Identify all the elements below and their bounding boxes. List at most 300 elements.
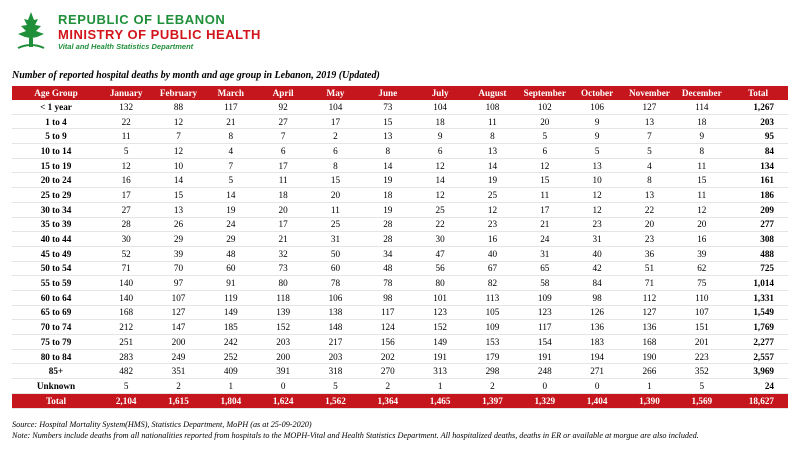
month-value-cell: 19 [383, 175, 393, 186]
month-value-cell: 200 [171, 336, 186, 347]
month-value-cell: 56 [435, 263, 445, 274]
cedar-tree-logo-icon [12, 8, 50, 52]
month-value-cell: 153 [485, 336, 500, 347]
data-note: Note: Numbers include deaths from all nationalities reported from hospitals to the MOPH-Vital and Health Statistics Department. All hospitalized deaths, deaths in ER or available at morgue are also included. [12, 431, 699, 441]
month-value-cell: 48 [383, 263, 393, 274]
row-total-cell: 134 [760, 160, 774, 171]
month-value-cell: 117 [538, 322, 552, 333]
table-row [12, 217, 788, 232]
month-value-cell: 283 [119, 351, 134, 362]
month-value-cell: 20 [540, 116, 550, 127]
month-value-cell: 31 [540, 248, 550, 259]
month-value-cell: 12 [435, 160, 445, 171]
month-value-cell: 16 [487, 234, 498, 245]
month-value-cell: 8 [647, 175, 652, 186]
month-value-cell: 14 [487, 160, 498, 171]
row-total-cell: 1,014 [753, 278, 774, 289]
month-total-cell: 1,364 [362, 393, 414, 408]
ministry-name: MINISTRY OF PUBLIC HEALTH [58, 27, 261, 42]
month-value-cell: 9 [594, 116, 600, 127]
month-value-cell: 7 [228, 160, 234, 171]
month-value-cell: 5 [123, 380, 129, 391]
row-total-cell: 488 [760, 248, 774, 259]
month-value-cell: 28 [121, 219, 131, 230]
month-value-cell: 11 [331, 204, 340, 215]
month-value-cell: 102 [537, 101, 552, 112]
month-value-cell: 17 [540, 204, 550, 215]
month-value-cell: 19 [383, 204, 393, 215]
total-label-cell: Total [12, 393, 100, 408]
row-total-cell: 209 [760, 204, 774, 215]
month-value-cell: 138 [328, 307, 343, 318]
month-value-cell: 104 [433, 101, 448, 112]
age-group-cell: 50 to 54 [40, 263, 72, 274]
month-value-cell: 28 [383, 219, 393, 230]
month-value-cell: 80 [278, 278, 288, 289]
month-value-cell: 21 [540, 219, 550, 230]
month-total-cell: 1,569 [676, 393, 728, 408]
month-value-cell: 22 [435, 219, 445, 230]
month-value-cell: 6 [542, 145, 548, 156]
month-value-cell: 179 [485, 351, 500, 362]
month-value-cell: 39 [173, 248, 184, 259]
month-value-cell: 18 [278, 189, 288, 200]
month-value-cell: 17 [278, 219, 288, 230]
age-group-cell: 75 to 79 [40, 336, 72, 347]
row-total-cell: 2,557 [753, 351, 774, 362]
row-total-cell: 725 [760, 263, 774, 274]
month-value-cell: 24 [226, 219, 236, 230]
month-total-cell: 1,615 [152, 393, 204, 408]
table-row [12, 100, 788, 114]
month-value-cell: 251 [119, 336, 134, 347]
month-value-cell: 242 [223, 336, 238, 347]
month-value-cell: 58 [540, 278, 550, 289]
month-value-cell: 147 [171, 322, 186, 333]
table-row [12, 114, 788, 129]
table-row [12, 379, 788, 394]
month-value-cell: 106 [590, 101, 604, 112]
month-total-cell: 1,390 [623, 393, 675, 408]
month-value-cell: 42 [592, 263, 602, 274]
month-total-cell: 1,804 [205, 393, 257, 408]
row-total-cell: 3,969 [753, 366, 774, 377]
month-value-cell: 12 [697, 204, 707, 215]
column-header: March [205, 86, 257, 100]
month-value-cell: 8 [333, 160, 338, 171]
month-value-cell: 47 [435, 248, 445, 259]
month-value-cell: 16 [697, 234, 707, 245]
month-value-cell: 40 [487, 248, 498, 259]
month-value-cell: 20 [330, 189, 341, 200]
total-row [12, 393, 788, 408]
table-row [12, 305, 788, 320]
month-value-cell: 18 [383, 189, 393, 200]
table-header-row [12, 86, 788, 100]
month-value-cell: 266 [642, 366, 657, 377]
column-header: April [257, 86, 309, 100]
month-value-cell: 78 [330, 278, 341, 289]
month-value-cell: 13 [644, 189, 655, 200]
month-value-cell: 126 [590, 307, 604, 318]
age-group-cell: 20 to 24 [40, 175, 72, 186]
column-header: Age Group [12, 86, 100, 100]
month-value-cell: 11 [278, 175, 288, 186]
month-value-cell: 152 [276, 322, 291, 333]
month-value-cell: 117 [381, 307, 395, 318]
country-name: REPUBLIC OF LEBANON [58, 12, 226, 27]
month-value-cell: 12 [540, 160, 550, 171]
source-note: Source: Hospital Mortality System(HMS), Statistics Department, MoPH (as at 25-09-2020) [12, 420, 312, 429]
table-row [12, 364, 788, 379]
month-value-cell: 4 [228, 145, 234, 156]
month-value-cell: 11 [540, 189, 550, 200]
month-value-cell: 123 [433, 307, 448, 318]
month-value-cell: 75 [697, 278, 707, 289]
month-value-cell: 7 [280, 131, 286, 142]
month-value-cell: 0 [542, 380, 548, 391]
row-total-cell: 24 [764, 380, 774, 391]
month-value-cell: 249 [171, 351, 186, 362]
month-value-cell: 252 [223, 351, 238, 362]
column-header: July [414, 86, 466, 100]
month-value-cell: 110 [695, 292, 709, 303]
month-value-cell: 92 [278, 101, 288, 112]
month-value-cell: 127 [642, 101, 657, 112]
month-value-cell: 22 [121, 116, 131, 127]
month-value-cell: 20 [697, 219, 707, 230]
month-value-cell: 29 [226, 234, 236, 245]
month-value-cell: 27 [278, 116, 288, 127]
month-value-cell: 156 [380, 336, 395, 347]
row-total-cell: 161 [760, 175, 774, 186]
month-value-cell: 203 [276, 336, 291, 347]
hospital-deaths-table [12, 86, 788, 409]
age-group-cell: < 1 year [40, 101, 72, 112]
month-value-cell: 136 [590, 322, 604, 333]
month-value-cell: 5 [594, 145, 600, 156]
month-value-cell: 118 [276, 292, 290, 303]
month-value-cell: 60 [330, 263, 341, 274]
month-value-cell: 62 [697, 263, 707, 274]
organization-name [58, 12, 261, 52]
month-value-cell: 84 [592, 278, 602, 289]
column-header: November [623, 86, 675, 100]
age-group-cell: 25 to 29 [40, 189, 72, 200]
month-value-cell: 8 [490, 131, 495, 142]
month-value-cell: 248 [537, 366, 552, 377]
footnotes [12, 420, 772, 442]
grand-total-cell: 18,627 [728, 393, 788, 408]
month-value-cell: 12 [487, 204, 498, 215]
age-group-cell: 60 to 64 [40, 292, 72, 303]
month-value-cell: 107 [694, 307, 709, 318]
month-value-cell: 73 [383, 101, 393, 112]
month-value-cell: 2 [176, 380, 181, 391]
row-total-cell: 84 [764, 145, 774, 156]
row-total-cell: 308 [760, 234, 774, 245]
row-total-cell: 1,549 [753, 307, 774, 318]
month-value-cell: 16 [121, 175, 131, 186]
month-value-cell: 0 [594, 380, 600, 391]
table-row [12, 276, 788, 291]
month-value-cell: 98 [383, 292, 393, 303]
age-group-cell: 55 to 59 [40, 278, 72, 289]
row-total-cell: 95 [764, 131, 774, 142]
month-value-cell: 127 [171, 307, 186, 318]
month-value-cell: 148 [328, 322, 343, 333]
column-header: January [100, 86, 152, 100]
month-value-cell: 8 [385, 145, 391, 156]
month-value-cell: 223 [694, 351, 709, 362]
month-value-cell: 20 [278, 204, 288, 215]
month-value-cell: 29 [173, 234, 184, 245]
month-total-cell: 1,404 [571, 393, 623, 408]
month-value-cell: 65 [540, 263, 550, 274]
month-total-cell: 1,562 [309, 393, 361, 408]
month-value-cell: 12 [592, 189, 602, 200]
ministry-header [12, 8, 372, 58]
month-value-cell: 6 [437, 145, 443, 156]
month-value-cell: 4 [647, 160, 652, 171]
month-value-cell: 67 [487, 263, 498, 274]
table-row [12, 349, 788, 364]
month-value-cell: 30 [435, 234, 445, 245]
month-value-cell: 168 [642, 336, 657, 347]
age-group-cell: Unknown [36, 380, 76, 391]
month-value-cell: 351 [171, 366, 186, 377]
month-value-cell: 2 [490, 380, 495, 391]
table-caption: Number of reported hospital deaths by month and age group in Lebanon, 2019 (Updated) [12, 70, 380, 81]
month-value-cell: 28 [383, 234, 393, 245]
month-total-cell: 2,104 [100, 393, 152, 408]
month-value-cell: 10 [592, 175, 602, 186]
month-value-cell: 15 [697, 175, 707, 186]
month-value-cell: 6 [280, 145, 286, 156]
month-value-cell: 13 [487, 145, 498, 156]
month-value-cell: 91 [226, 278, 236, 289]
month-value-cell: 1 [228, 380, 234, 391]
table-row [12, 320, 788, 335]
month-value-cell: 352 [694, 366, 709, 377]
month-value-cell: 6 [333, 145, 338, 156]
month-value-cell: 8 [228, 131, 234, 142]
month-value-cell: 11 [121, 131, 131, 142]
month-value-cell: 13 [173, 204, 184, 215]
month-value-cell: 50 [330, 248, 341, 259]
row-total-cell: 203 [760, 116, 774, 127]
month-value-cell: 11 [488, 116, 497, 127]
row-total-cell: 1,267 [753, 101, 774, 112]
age-group-cell: 30 to 34 [40, 204, 72, 215]
month-value-cell: 112 [642, 292, 657, 303]
month-value-cell: 24 [540, 234, 550, 245]
row-total-cell: 1,331 [753, 292, 774, 303]
month-value-cell: 11 [697, 189, 707, 200]
column-header: June [362, 86, 414, 100]
month-value-cell: 105 [485, 307, 500, 318]
month-value-cell: 194 [590, 351, 604, 362]
month-value-cell: 5 [542, 131, 548, 142]
table-row [12, 261, 788, 276]
month-value-cell: 1 [437, 380, 443, 391]
month-value-cell: 298 [485, 366, 500, 377]
month-value-cell: 18 [435, 116, 445, 127]
month-value-cell: 14 [383, 160, 393, 171]
month-value-cell: 183 [590, 336, 604, 347]
month-value-cell: 48 [226, 248, 236, 259]
department-name: Vital and Health Statistics Department [58, 42, 194, 51]
month-value-cell: 202 [380, 351, 395, 362]
row-total-cell: 1,769 [753, 322, 774, 333]
month-total-cell: 1,465 [414, 393, 466, 408]
age-group-cell: 1 to 4 [45, 116, 67, 127]
month-value-cell: 108 [485, 101, 500, 112]
month-value-cell: 10 [173, 160, 184, 171]
month-value-cell: 318 [328, 366, 343, 377]
month-value-cell: 25 [435, 204, 445, 215]
age-group-cell: 85+ [48, 366, 64, 377]
month-value-cell: 12 [173, 145, 184, 156]
column-header: Total [728, 86, 788, 100]
month-value-cell: 19 [226, 204, 236, 215]
month-value-cell: 12 [121, 160, 131, 171]
month-value-cell: 2 [333, 131, 338, 142]
month-value-cell: 14 [173, 175, 184, 186]
month-value-cell: 149 [223, 307, 238, 318]
month-value-cell: 185 [223, 322, 238, 333]
month-value-cell: 22 [644, 204, 655, 215]
month-value-cell: 107 [171, 292, 186, 303]
age-group-cell: 5 to 9 [45, 131, 67, 142]
column-header: August [466, 86, 518, 100]
table-row [12, 202, 788, 217]
month-value-cell: 409 [223, 366, 238, 377]
month-value-cell: 60 [226, 263, 236, 274]
month-value-cell: 13 [592, 160, 602, 171]
table-row [12, 173, 788, 188]
column-header: September [519, 86, 571, 100]
month-value-cell: 13 [383, 131, 393, 142]
month-value-cell: 136 [642, 322, 657, 333]
month-value-cell: 98 [592, 292, 602, 303]
month-value-cell: 140 [119, 292, 134, 303]
month-value-cell: 313 [433, 366, 448, 377]
month-value-cell: 5 [228, 175, 234, 186]
month-value-cell: 9 [594, 131, 600, 142]
month-value-cell: 152 [433, 322, 448, 333]
month-value-cell: 117 [224, 101, 238, 112]
month-value-cell: 82 [487, 278, 498, 289]
month-value-cell: 200 [276, 351, 291, 362]
month-value-cell: 26 [173, 219, 184, 230]
month-value-cell: 190 [642, 351, 657, 362]
month-value-cell: 12 [592, 204, 602, 215]
age-group-cell: 70 to 74 [40, 322, 72, 333]
month-value-cell: 32 [278, 248, 288, 259]
month-value-cell: 101 [433, 292, 448, 303]
month-value-cell: 5 [699, 380, 705, 391]
column-header: December [676, 86, 728, 100]
month-value-cell: 154 [537, 336, 552, 347]
month-total-cell: 1,397 [466, 393, 518, 408]
month-value-cell: 39 [697, 248, 707, 259]
month-value-cell: 123 [537, 307, 552, 318]
month-value-cell: 5 [647, 145, 652, 156]
month-value-cell: 23 [644, 234, 655, 245]
month-value-cell: 51 [644, 263, 655, 274]
age-group-cell: 10 to 14 [40, 145, 72, 156]
month-value-cell: 36 [644, 248, 655, 259]
month-value-cell: 15 [173, 189, 184, 200]
age-group-cell: 35 to 39 [40, 219, 72, 230]
month-value-cell: 78 [383, 278, 393, 289]
month-value-cell: 21 [226, 116, 236, 127]
month-value-cell: 70 [173, 263, 184, 274]
month-value-cell: 124 [380, 322, 395, 333]
month-value-cell: 203 [328, 351, 343, 362]
column-header: May [309, 86, 361, 100]
month-value-cell: 40 [592, 248, 602, 259]
month-value-cell: 12 [435, 189, 445, 200]
age-group-cell: 15 to 19 [40, 160, 72, 171]
month-value-cell: 71 [644, 278, 655, 289]
month-value-cell: 109 [537, 292, 552, 303]
month-value-cell: 17 [121, 189, 131, 200]
month-value-cell: 1 [647, 380, 652, 391]
row-total-cell: 2,277 [753, 336, 774, 347]
month-value-cell: 113 [485, 292, 500, 303]
month-value-cell: 25 [487, 189, 498, 200]
month-value-cell: 109 [485, 322, 500, 333]
month-value-cell: 191 [537, 351, 552, 362]
month-value-cell: 23 [487, 219, 498, 230]
month-value-cell: 212 [119, 322, 134, 333]
table-row [12, 158, 788, 173]
month-value-cell: 25 [330, 219, 341, 230]
row-total-cell: 277 [760, 219, 774, 230]
month-value-cell: 15 [383, 116, 393, 127]
month-value-cell: 139 [276, 307, 291, 318]
month-value-cell: 20 [644, 219, 655, 230]
month-value-cell: 80 [435, 278, 445, 289]
table-row [12, 188, 788, 203]
month-value-cell: 119 [224, 292, 238, 303]
month-value-cell: 7 [176, 131, 181, 142]
table-body [12, 100, 788, 408]
month-value-cell: 14 [226, 189, 236, 200]
table-row [12, 290, 788, 305]
column-header: October [571, 86, 623, 100]
month-value-cell: 88 [173, 101, 184, 112]
month-value-cell: 18 [697, 116, 707, 127]
month-value-cell: 71 [121, 263, 131, 274]
month-value-cell: 73 [278, 263, 288, 274]
month-value-cell: 391 [276, 366, 291, 377]
month-value-cell: 132 [119, 101, 134, 112]
month-value-cell: 97 [173, 278, 184, 289]
month-total-cell: 1,329 [519, 393, 571, 408]
month-value-cell: 0 [280, 380, 286, 391]
column-header: February [152, 86, 204, 100]
month-value-cell: 21 [278, 234, 288, 245]
month-value-cell: 15 [540, 175, 550, 186]
row-total-cell: 186 [760, 189, 774, 200]
month-value-cell: 7 [647, 131, 652, 142]
table-row [12, 129, 788, 144]
month-total-cell: 1,624 [257, 393, 309, 408]
month-value-cell: 5 [333, 380, 338, 391]
